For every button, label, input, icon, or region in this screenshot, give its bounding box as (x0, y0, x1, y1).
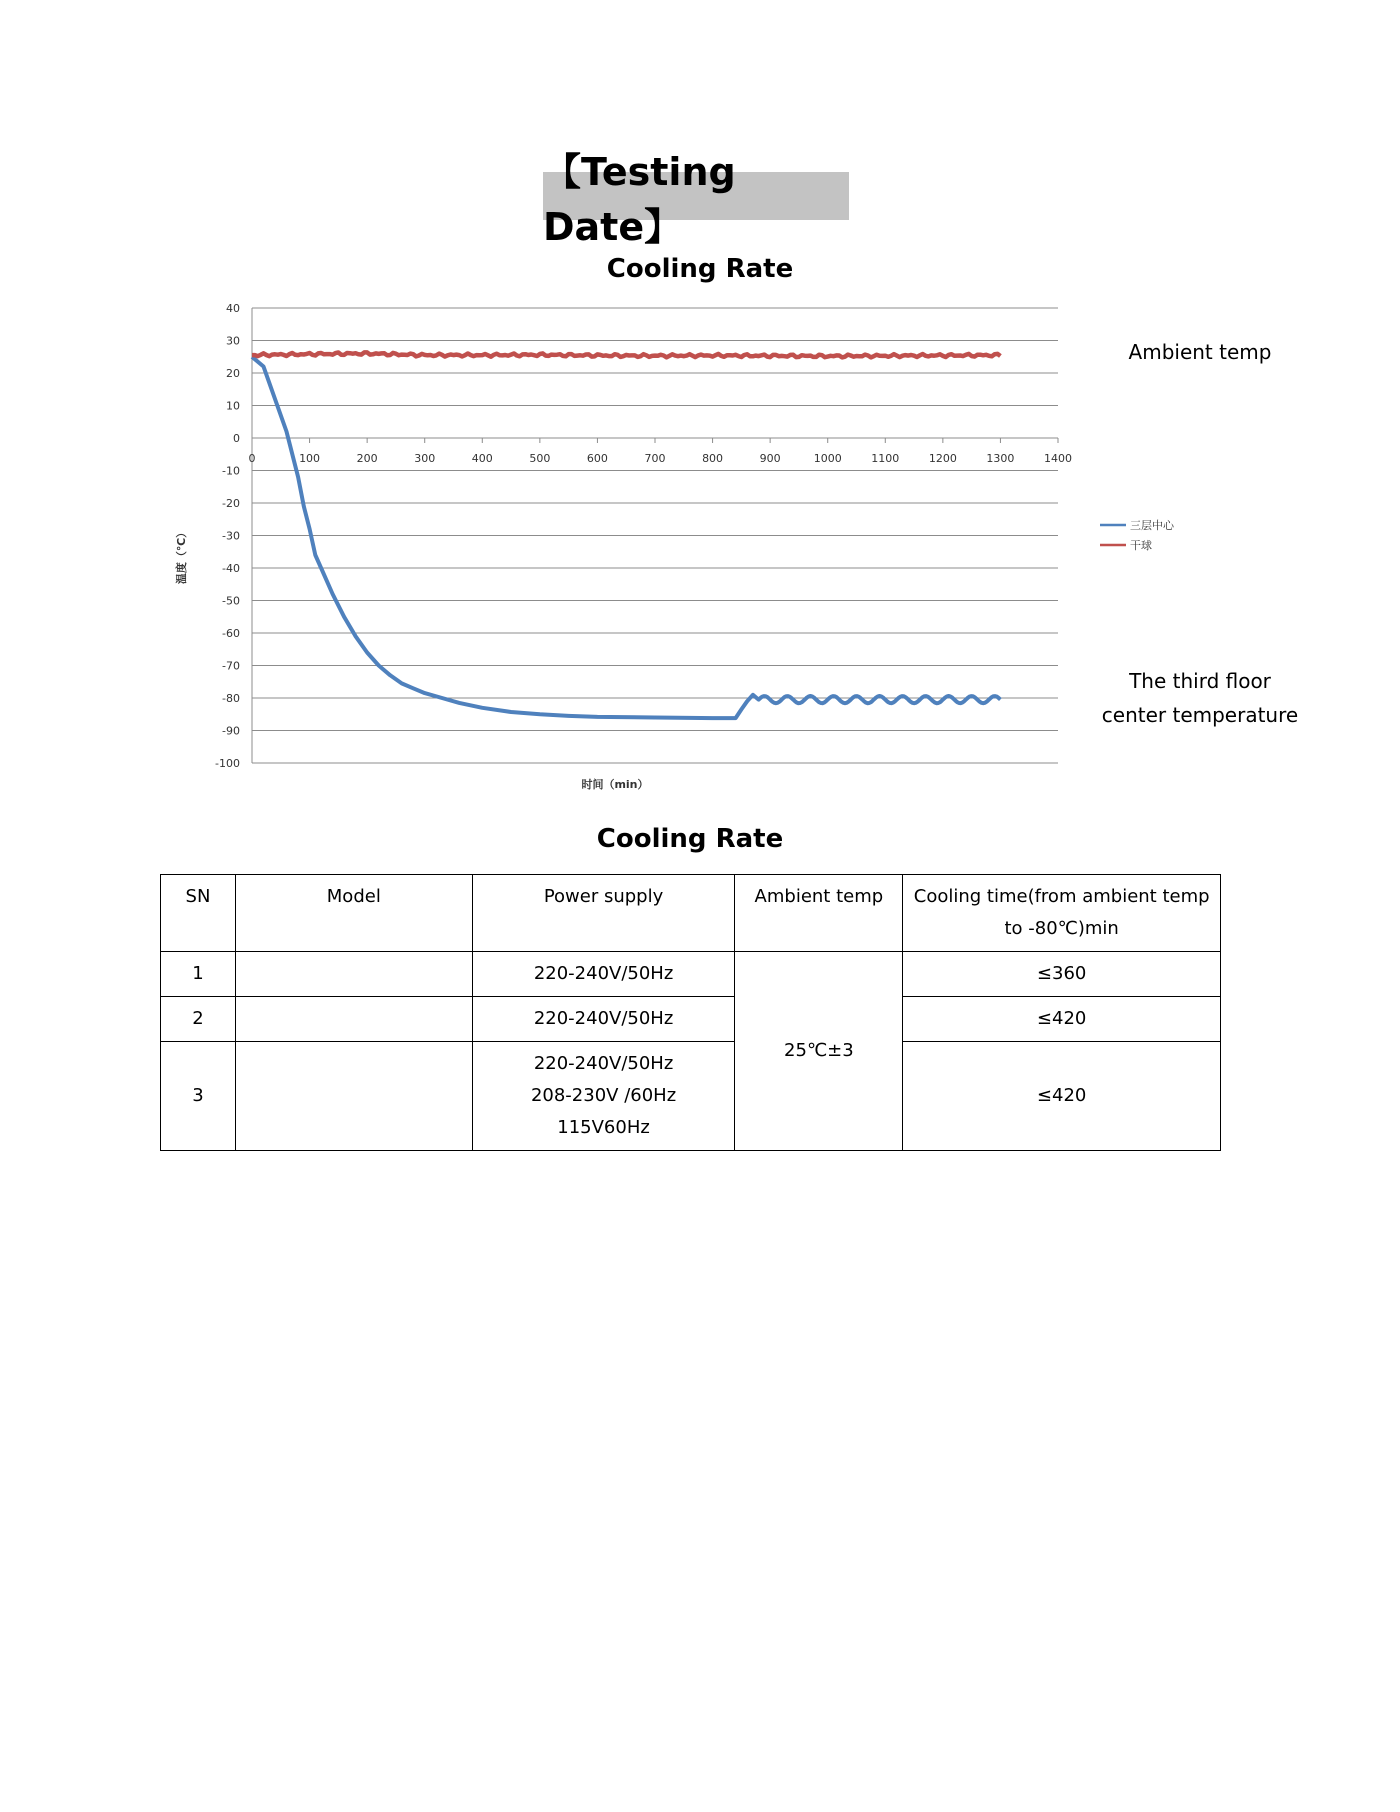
y-tick-label: 20 (226, 367, 240, 380)
table-header-row (161, 875, 1221, 952)
cooling-rate-table (160, 874, 1221, 1151)
y-tick-label: -80 (222, 692, 240, 705)
chart-title: Cooling Rate (606, 254, 794, 284)
y-tick-label: -50 (222, 594, 240, 608)
cell-model (235, 952, 472, 997)
cell-model (235, 997, 472, 1042)
x-tick-label: 800 (702, 452, 724, 465)
cell-cooling: ≤420 (903, 997, 1221, 1042)
y-tick-label: -90 (222, 724, 240, 738)
y-tick-label: 0 (233, 432, 240, 445)
table-row (161, 952, 1221, 997)
x-tick-label: 1000 (813, 452, 842, 465)
x-tick-label: 600 (586, 452, 608, 465)
cell-ambient-temp: 25℃±3 (735, 952, 903, 1151)
header-cooling-line2: to -80℃)min (1004, 918, 1119, 939)
cell-power: 220-240V/50Hz (472, 952, 735, 997)
cell-power (472, 1042, 735, 1151)
x-tick-label: 100 (299, 452, 321, 465)
ambient-temp-annotation: Ambient temp (1128, 340, 1272, 364)
x-tick-label: 500 (529, 452, 551, 465)
power-line: 220-240V/50Hz (533, 1053, 674, 1074)
x-tick-label: 900 (759, 452, 781, 465)
y-tick-label: -70 (222, 659, 240, 673)
chart-gridlines (252, 308, 1058, 763)
series-line-third-floor-center (252, 357, 1000, 718)
y-tick-label: -100 (215, 757, 240, 770)
y-tick-label: -40 (222, 562, 240, 575)
table-row (161, 1042, 1221, 1151)
third-floor-annotation (1050, 664, 1350, 732)
x-tick-label: 1300 (986, 452, 1015, 465)
y-tick-label: 10 (226, 399, 240, 413)
x-tick-label: 700 (644, 452, 666, 465)
header-ambient: Ambient temp (735, 875, 903, 952)
table-row (161, 997, 1221, 1042)
cell-power: 220-240V/50Hz (472, 997, 735, 1042)
y-tick-label: -60 (222, 627, 240, 640)
third-floor-annotation-line2: center temperature (1101, 703, 1299, 727)
legend-label: 三层中心 (1130, 519, 1174, 532)
cell-cooling: ≤420 (903, 1042, 1221, 1151)
cell-sn: 2 (161, 997, 236, 1042)
third-floor-annotation-line1: The third floor (1129, 669, 1271, 693)
header-cooling (903, 875, 1221, 952)
cell-sn: 1 (161, 952, 236, 997)
y-tick-label: 30 (226, 334, 240, 348)
table-title: Cooling Rate (596, 824, 784, 854)
cell-model (235, 1042, 472, 1151)
x-tick-label: 200 (356, 452, 378, 465)
x-tick-label: 1400 (1044, 452, 1072, 465)
cell-sn: 3 (161, 1042, 236, 1151)
cell-cooling: ≤360 (903, 952, 1221, 997)
page-title: 【Testing Date】 (543, 172, 849, 220)
y-tick-label: -30 (222, 529, 240, 543)
power-line: 115V60Hz (557, 1117, 650, 1138)
legend-label: 干球 (1130, 539, 1152, 552)
power-line: 208-230V /60Hz (530, 1085, 677, 1106)
x-tick-label: 300 (414, 452, 436, 465)
header-power: Power supply (472, 875, 735, 952)
series-line-ambient (252, 352, 1000, 357)
header-cooling-line1: Cooling time(from ambient temp (913, 886, 1210, 907)
y-tick-label: 40 (226, 302, 240, 315)
x-tick-label: 1200 (928, 452, 957, 465)
y-tick-label: -10 (222, 464, 240, 478)
x-axis-title: 时间（min） (581, 778, 649, 791)
y-axis-title: 温度（℃） (175, 526, 188, 585)
header-model: Model (235, 875, 472, 952)
x-tick-label: 1100 (871, 452, 900, 465)
header-sn: SN (161, 875, 236, 952)
y-tick-label: -20 (222, 497, 240, 510)
x-tick-label: 400 (471, 452, 493, 465)
chart-legend (1100, 518, 1175, 552)
x-tick-label: 0 (248, 452, 256, 465)
